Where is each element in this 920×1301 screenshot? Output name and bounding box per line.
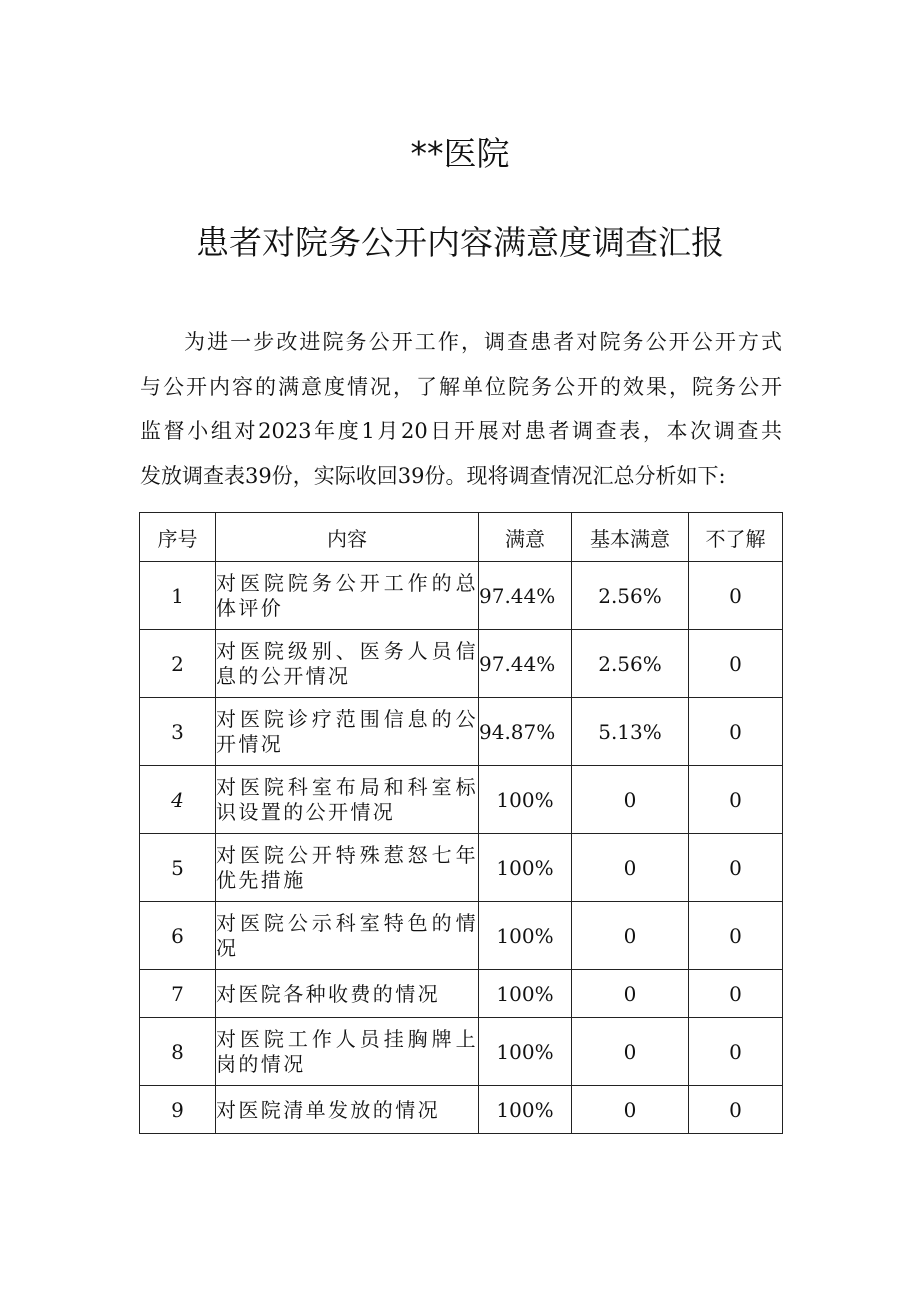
row-basic: 0 (572, 902, 689, 970)
row-unknown: 0 (689, 970, 783, 1018)
row-content: 对医院级别、医务人员信息的公开情况 (216, 630, 479, 698)
row-no: 2 (140, 630, 216, 698)
table-row (140, 834, 783, 902)
row-unknown: 0 (689, 630, 783, 698)
row-satisfied: 100% (479, 834, 572, 902)
header-content: 内容 (216, 513, 479, 562)
intro-line: 为进一步改进院务公开工作，调查患者对院务公开公开方式 (184, 330, 782, 354)
row-content: 对医院诊疗范围信息的公开情况 (216, 698, 479, 766)
row-satisfied: 100% (479, 1018, 572, 1086)
header-satisfied: 满意 (479, 513, 572, 562)
table-row (140, 902, 783, 970)
row-content: 对医院清单发放的情况 (216, 1086, 479, 1134)
row-no: 4 (140, 766, 216, 834)
hospital-title: **医院 (410, 134, 510, 173)
table-row (140, 970, 783, 1018)
row-unknown: 0 (689, 698, 783, 766)
table-row (140, 1086, 783, 1134)
table-row (140, 1018, 783, 1086)
header-basic-satisfied: 基本满意 (572, 513, 689, 562)
row-basic: 2.56% (572, 630, 689, 698)
intro-paragraph (140, 320, 782, 498)
row-no: 6 (140, 902, 216, 970)
row-content: 对医院院务公开工作的总体评价 (216, 562, 479, 630)
row-satisfied: 94.87% (479, 698, 572, 766)
row-content: 对医院公示科室特色的情况 (216, 902, 479, 970)
row-no: 9 (140, 1086, 216, 1134)
row-unknown: 0 (689, 1086, 783, 1134)
intro-line: 监督小组对2023年度1月20日开展对患者调查表，本次调查共 (140, 419, 782, 443)
row-satisfied: 100% (479, 970, 572, 1018)
intro-line: 发放调查表39份，实际收回39份。现将调查情况汇总分析如下: (140, 463, 726, 488)
row-satisfied: 100% (479, 902, 572, 970)
table-header-row (140, 513, 783, 562)
report-title: 患者对院务公开内容满意度调查汇报 (196, 223, 724, 262)
row-unknown: 0 (689, 1018, 783, 1086)
row-content: 对医院各种收费的情况 (216, 970, 479, 1018)
row-basic: 2.56% (572, 562, 689, 630)
table-row (140, 630, 783, 698)
row-basic: 0 (572, 970, 689, 1018)
row-basic: 0 (572, 1018, 689, 1086)
row-basic: 5.13% (572, 698, 689, 766)
row-basic: 0 (572, 1086, 689, 1134)
row-unknown: 0 (689, 562, 783, 630)
row-unknown: 0 (689, 902, 783, 970)
row-satisfied: 97.44% (479, 630, 572, 698)
header-unknown: 不了解 (689, 513, 783, 562)
row-basic: 0 (572, 766, 689, 834)
row-no: 3 (140, 698, 216, 766)
table-row (140, 766, 783, 834)
intro-line: 与公开内容的满意度情况，了解单位院务公开的效果，院务公开 (140, 374, 782, 399)
row-content: 对医院工作人员挂胸牌上岗的情况 (216, 1018, 479, 1086)
row-basic: 0 (572, 834, 689, 902)
row-unknown: 0 (689, 834, 783, 902)
table-row (140, 562, 783, 630)
row-no: 1 (140, 562, 216, 630)
table-row (140, 698, 783, 766)
row-unknown: 0 (689, 766, 783, 834)
row-content: 对医院科室布局和科室标识设置的公开情况 (216, 766, 479, 834)
row-content: 对医院公开特殊惹怒七年优先措施 (216, 834, 479, 902)
row-no: 5 (140, 834, 216, 902)
row-no: 7 (140, 970, 216, 1018)
row-satisfied: 100% (479, 766, 572, 834)
row-no: 8 (140, 1018, 216, 1086)
row-satisfied: 97.44% (479, 562, 572, 630)
row-satisfied: 100% (479, 1086, 572, 1134)
survey-table (139, 512, 783, 1134)
header-no: 序号 (140, 513, 216, 562)
